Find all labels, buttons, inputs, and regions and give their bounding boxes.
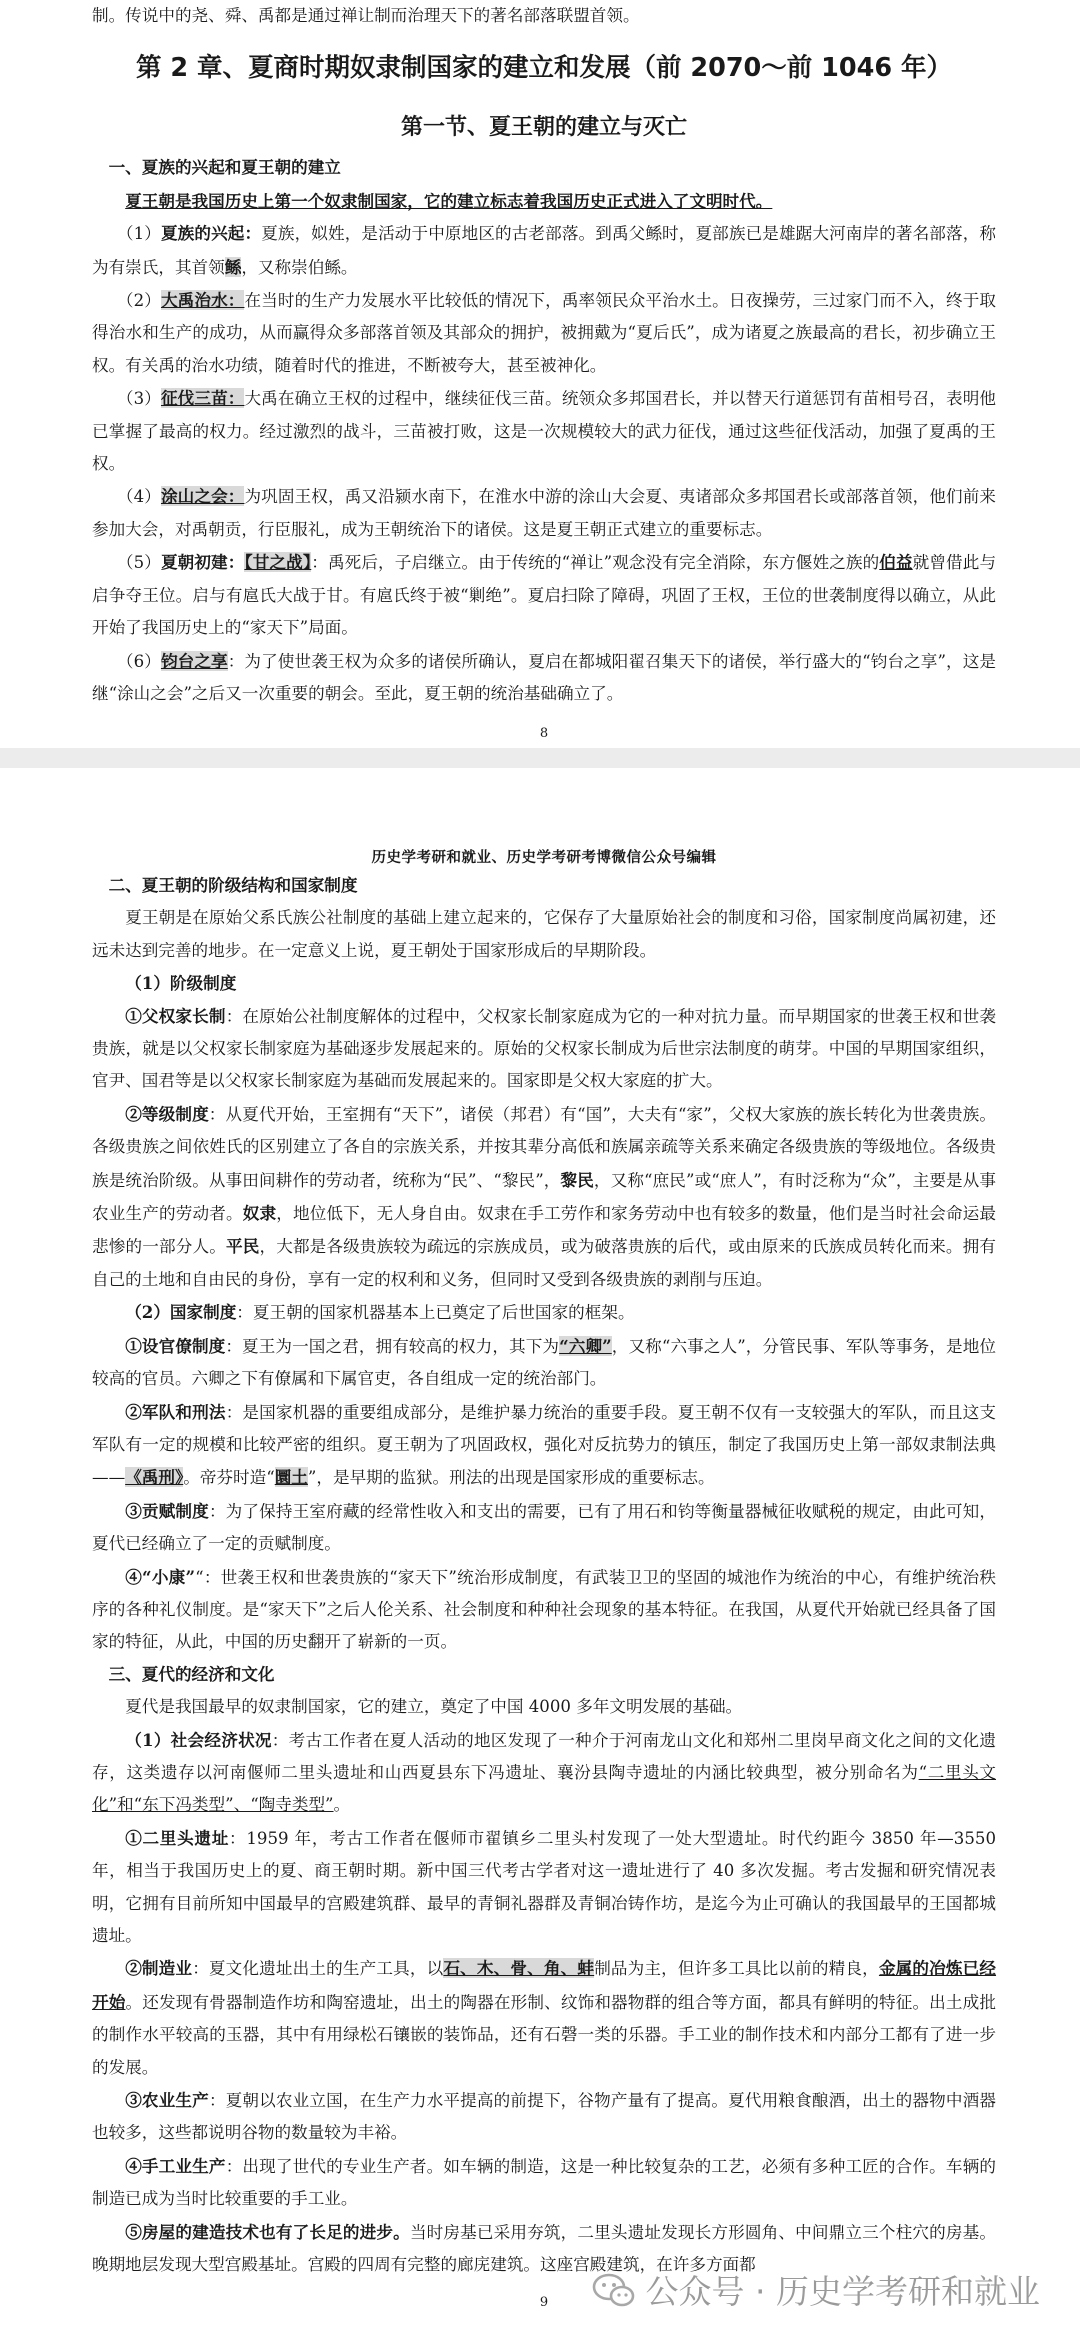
item-1: （1）夏族的兴起：夏族，姒姓，是活动于中原地区的古老部落。到禹父鲧时，夏部族已是雄踞大河南岸的著名部落，称为有崇氏，其首领鲧，又称崇伯鲧。: [92, 223, 997, 277]
para-erlitou: ①二里头遗址：1959 年，考古工作者在偃师市翟镇乡二里头村发现了一处大型遗址。时代约距今 3850 年—3550 年，相当于我国历史上的夏、商王朝时期。新中国三代考古学者对这一遗址进行了 40 多次发掘。考古发掘和研究情况表明，它拥有目前所知中国最早的宫殿建筑群、最早的青铜礼器群及青铜冶铸作坊，是迄今为止可确认的我国最早的王国都城遗址。: [92, 1827, 997, 1945]
document-page-9: [0, 768, 1080, 2339]
intro-paragraph: 夏王朝是在原始父系氏族公社制度的基础上建立起来的，它保存了大量原始社会的制度和习俗，国家制度尚属初建，还远未达到完善的地步。在一定意义上说，夏王朝处于国家形成后的早期阶段。: [92, 908, 996, 960]
para-tribute: ③贡赋制度：为了保持王室府藏的经常性收入和支出的需要，已有了用石和钧等衡量器械征收赋税的规定，由此可知，夏代已经确立了一定的贡赋制度。: [92, 1500, 997, 1554]
section-title: 第一节、夏王朝的建立与灭亡: [400, 115, 687, 141]
wechat-logo-icon: [592, 2272, 636, 2308]
para-handicraft: ④手工业生产：出现了世代的专业生产者。如车辆的制造，这是一种比较复杂的工艺，必须有多种工匠的合作。车辆的制造已成为当时比较重要的手工业。: [92, 2155, 997, 2209]
item-6: （6）钧台之享：为了使世袭王权为众多的诸侯所确认，夏启在都城阳翟召集天下的诸侯，举行盛大的“钧台之享”，这是继“涂山之会”之后又一次重要的朝会。至此，夏王朝的统治基础确立了。: [92, 650, 997, 703]
top-text: 制。传说中的尧、舜、禹都是通过禅让制而治理天下的著名部落联盟首领。: [92, 6, 640, 25]
sub-heading-class: （1）阶级制度: [125, 973, 237, 994]
para-army: ②军队和刑法：是国家机器的重要组成部分，是维护暴力统治的重要手段。夏王朝不仅有一支较强大的军队，而且这支军队有一定的规模和比较严密的组织。夏王朝为了巩固政权，强化对反抗势力的镇压，制定了我国历史上第一部奴隶制法典——《禹刑》。帝芬时造“圜土”，是早期的监狱。刑法的出现是国家形成的重要标志。: [92, 1401, 997, 1488]
item-2: （2）大禹治水：在当时的生产力发展水平比较低的情况下，禹率领民众平治水土。日夜操劳，三过家门而不入，终于取得治水和生产的成功，从而赢得众多部落首领及其部众的拥护，被拥戴为“夏后氏”，成为诸夏之族最高的君长，初步确立王权。有关禹的治水功绩，随着时代的推进，不断被夸大，甚至被神化。: [92, 290, 996, 375]
heading-class-structure: 二、夏王朝的阶级结构和国家制度: [108, 876, 358, 895]
watermark-text: 公众号 · 历史学考研和就业: [645, 2272, 1040, 2311]
item-5: （5）夏朝初建：【甘之战】：禹死后，子启继立。由于传统的“禅让”观念没有完全消除，东方偃姓之族的伯益就曾借此与启争夺王位。启与有扈氏大战于甘。有扈氏终于被“剿绝”。夏启扫除了障碍，巩固了王权，王位的世袭制度得以确立，从此开始了我国历史上的“家天下”局面。: [92, 552, 997, 638]
page-header: 历史学考研和就业、历史学考研考博微信公众号编辑: [371, 849, 717, 866]
document-page-8: [0, 0, 1080, 748]
para-manufacturing: ②制造业：夏文化遗址出土的生产工具，以石、木、骨、角、蚌制品为主，但许多工具比以前的精良，金属的冶炼已经开始。还发现有骨器制造作坊和陶窑遗址，出土的陶器在形制、纹饰和器物群的组合等方面，都具有鲜明的特征。出土成批的制作水平较高的玉器，其中有用绿松石镶嵌的装饰品，还有石磬一类的乐器。手工业的制作技术和内部分工都有了进一步的发展。: [92, 1958, 997, 2077]
para-xiaokang: ④“小康”“：世袭王权和世袭贵族的“家天下”统治形成制度，有武装卫卫的坚固的城池作为统治的中心，有维护统治秩序的各种礼仪制度。是“家天下”之后人伦关系、社会制度和种种社会现象的基本特征。在我国，从夏代开始就已经具备了国家的特征，从此，中国的历史翻开了崭新的一页。: [92, 1566, 996, 1652]
para-social-economy: （1）社会经济状况：考古工作者在夏人活动的地区发现了一种介于河南龙山文化和郑州二里岗早商文化之间的文化遗存，这类遗存以河南偃师二里头遗址和山西夏县东下冯遗址、襄汾县陶寺遗址的内涵比较典型，被分别命名为“二里头文化”和“东下冯类型”、“陶寺类型”。: [92, 1729, 997, 1815]
heading-xia-rise: 一、夏族的兴起和夏王朝的建立: [108, 158, 341, 178]
econ-intro: 夏代是我国最早的奴隶制国家，它的建立，奠定了中国 4000 多年文明发展的基础。: [125, 1697, 743, 1717]
watermark: [592, 2266, 1040, 2313]
para-housing: ⑤房屋的建造技术也有了长足的进步。当时房基已采用夯筑，二里头遗址发现长方形圆角、中间鼎立三个柱穴的房基。晚期地层发现大型宫殿基址。宫殿的四周有完整的廊庑建筑。这座宫殿建筑，在许多方面都: [92, 2221, 997, 2275]
para-officials: ①设官僚制度：夏王为一国之君，拥有较高的权力，其下为“六卿”，又称“六事之人”，分管民事、军队等事务，是地位较高的官员。六卿之下有僚属和下属官吏，各自组成一定的统治部门。: [92, 1335, 997, 1389]
page-number-9: 9: [539, 2295, 549, 2311]
page-number-8: 8: [539, 726, 549, 742]
heading-economy: 三、夏代的经济和文化: [108, 1664, 275, 1684]
chapter-title: 第 2 章、夏商时期奴隶制国家的建立和发展（前 2070～前 1046 年）: [135, 53, 953, 84]
para-patriarch: ①父权家长制：在原始公社制度解体的过程中，父权家长制家庭成为它的一种对抗力量。而早期国家的世袭王权和世袭贵族，就是以父权家长制家庭为基础逐步发展起来的。原始的父权家长制成为后世宗法制度的萌芽。中国的早期国家组织，官尹、国君等是以父权家长制家庭为基础而发展起来的。国家即是父权大家庭的扩大。: [92, 1005, 997, 1091]
para-state-system: （2）国家制度：夏王朝的国家机器基本上已奠定了后世国家的框架。: [125, 1302, 635, 1323]
item-3: （3）征伐三苗：大禹在确立王权的过程中，继续征伐三苗。统领众多邦国君长，并以替天行道惩罚有苗相号召，表明他已掌握了最高的权力。经过激烈的战斗，三苗被打败，这是一次规模较大的武力征伐，通过这些征伐活动，加强了夏禹的王权。: [92, 388, 996, 474]
para-agriculture: ③农业生产：夏朝以农业立国，在生产力水平提高的前提下，谷物产量有了提高。夏代用粮食酿酒，出土的器物中酒器也较多，这些都说明谷物的数量较为丰裕。: [92, 2090, 997, 2143]
thesis-line: 夏王朝是我国历史上第一个奴隶制国家，它的建立标志着我国历史正式进入了文明时代。: [125, 190, 773, 211]
para-rank: ②等级制度：从夏代开始，王室拥有“天下”，诸侯（邦君）有“国”，大夫有“家”，父权大家族的族长转化为世袭贵族。各级贵族之间依姓氏的区别建立了各自的宗族关系，并按其辈分高低和族属亲疏等关系来确定各级贵族的等级地位。各级贵族是统治阶级。从事田间耕作的劳动者，统称为“民”、“黎民”，黎民，又称“庶民”或“庶人”，有时泛称为“众”，主要是从事农业生产的劳动者。奴隶，地位低下，无人身自由。奴隶在手工劳作和家务劳动中也有较多的数量，他们是当时社会命运最悲惨的一部分人。平民，大都是各级贵族较为疏远的宗族成员，或为破落贵族的后代，或由原来的氏族成员转化而来。拥有自己的土地和自由民的身份，享有一定的权利和义务，但同时又受到各级贵族的剥削与压迫。: [92, 1103, 997, 1289]
item-4: （4）涂山之会：为巩固王权，禹又沿颍水南下，在淮水中游的涂山大会夏、夷诸部众多邦国君长或部落首领，他们前来参加大会，对禹朝贡，行臣服礼，成为王朝统治下的诸侯。这是夏王朝正式建立的重要标志。: [92, 486, 996, 539]
